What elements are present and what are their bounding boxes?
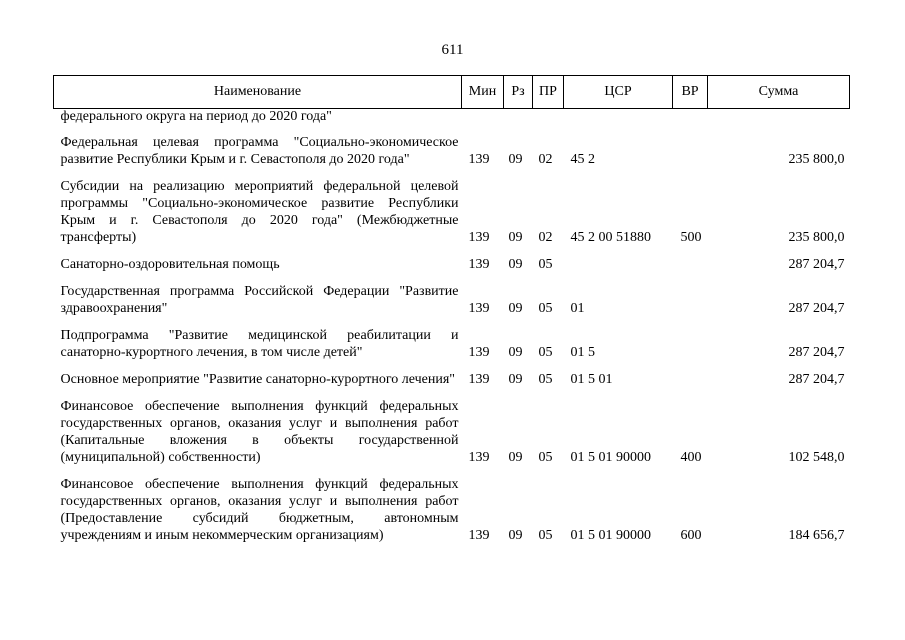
row-min: 139: [468, 152, 490, 167]
row-vr: 500: [680, 230, 702, 245]
row-name: Финансовое обеспечение выполнения функций федеральных государственных органов, оказания услуг и выполнения работ (Предоставление субсидий бюджетным, автономным учреждениям и иным некоммерческим организациям): [60, 477, 459, 543]
row-vr: [673, 327, 708, 361]
header-csr: ЦСР: [564, 76, 673, 109]
row-sum: 287 204,7: [788, 372, 845, 387]
row-pr: [533, 109, 564, 125]
row-min: 139: [468, 528, 490, 543]
row-min: [462, 109, 504, 125]
row-vr: [673, 371, 708, 388]
row-min: 139: [468, 450, 490, 465]
row-rz: 09: [508, 372, 523, 387]
row-min: 139: [468, 257, 490, 272]
row-name: Государственная программа Российской Федерации "Развитие здравоохранения": [60, 284, 459, 316]
row-sum: 235 800,0: [788, 152, 845, 167]
row-rz: 09: [508, 257, 523, 272]
row-spacer: [54, 124, 850, 134]
row-rz: 09: [508, 450, 523, 465]
row-rz: 09: [508, 345, 523, 360]
table-row: [54, 283, 850, 317]
row-name: Основное мероприятие "Развитие санаторно-курортного лечения": [60, 372, 455, 387]
header-name: Наименование: [54, 76, 462, 109]
row-pr: 05: [538, 345, 553, 360]
table-row: [54, 371, 850, 388]
row-min: 139: [468, 372, 490, 387]
table-row: [54, 327, 850, 361]
row-spacer: [54, 466, 850, 476]
row-sum: [708, 109, 850, 125]
row-spacer: [54, 168, 850, 178]
budget-table: [53, 75, 850, 544]
row-csr: 01 5: [570, 345, 595, 360]
row-pr: 02: [538, 230, 553, 245]
row-name: Федеральная целевая программа "Социально-экономическое развитие Республики Крым и г. Севастополя до 2020 года": [60, 135, 459, 167]
table-row: [54, 109, 850, 125]
row-min: 139: [468, 345, 490, 360]
row-pr: 05: [538, 372, 553, 387]
header-min: Мин: [462, 76, 504, 109]
row-name: федерального округа на период до 2020 года": [60, 109, 332, 124]
row-min: 139: [468, 230, 490, 245]
row-vr: [673, 283, 708, 317]
page-number: 611: [441, 42, 464, 58]
row-sum: 235 800,0: [788, 230, 845, 245]
header-sum: Сумма: [708, 76, 850, 109]
row-pr: 05: [538, 450, 553, 465]
row-spacer: [54, 361, 850, 371]
header-rz: Рз: [504, 76, 533, 109]
row-vr: 400: [680, 450, 702, 465]
row-csr: 01 5 01 90000: [570, 528, 651, 543]
row-rz: 09: [508, 230, 523, 245]
table-row: [54, 178, 850, 246]
row-rz: 09: [508, 528, 523, 543]
row-sum: 287 204,7: [788, 301, 845, 316]
table-row: [54, 476, 850, 544]
row-csr: 45 2: [570, 152, 595, 167]
table-header-row: [54, 76, 850, 109]
row-min: 139: [468, 301, 490, 316]
row-rz: 09: [508, 152, 523, 167]
row-name: Санаторно-оздоровительная помощь: [60, 257, 280, 272]
row-sum: 287 204,7: [788, 257, 845, 272]
row-sum: 102 548,0: [788, 450, 845, 465]
row-csr: 01: [570, 301, 585, 316]
row-csr: 45 2 00 51880: [570, 230, 651, 245]
row-vr: [673, 256, 708, 273]
row-spacer: [54, 317, 850, 327]
row-spacer: [54, 388, 850, 398]
row-csr: [564, 256, 673, 273]
table-row: [54, 398, 850, 466]
row-spacer: [54, 246, 850, 256]
row-rz: [504, 109, 533, 125]
row-spacer: [54, 273, 850, 283]
row-pr: 02: [538, 152, 553, 167]
row-pr: 05: [538, 301, 553, 316]
row-csr: [564, 109, 673, 125]
table-row: [54, 134, 850, 168]
row-vr: 600: [680, 528, 702, 543]
row-csr: 01 5 01 90000: [570, 450, 651, 465]
row-rz: 09: [508, 301, 523, 316]
row-name: Финансовое обеспечение выполнения функций федеральных государственных органов, оказания услуг и выполнения работ (Капитальные вложения в объекты государственной (муниципальной) собственности): [60, 399, 459, 465]
row-sum: 287 204,7: [788, 345, 845, 360]
header-vr: ВР: [673, 76, 708, 109]
table-row: [54, 256, 850, 273]
row-name: Субсидии на реализацию мероприятий федеральной целевой программы "Социально-экономическое развитие Республики Крым и г. Севастополя до 2020 года" (Межбюджетные трансферты): [60, 179, 459, 245]
row-sum: 184 656,7: [788, 528, 845, 543]
row-pr: 05: [538, 528, 553, 543]
header-pr: ПР: [533, 76, 564, 109]
row-pr: 05: [538, 257, 553, 272]
row-name: Подпрограмма "Развитие медицинской реабилитации и санаторно-курортного лечения, в том числе детей": [60, 328, 459, 360]
row-vr: [673, 109, 708, 125]
row-vr: [673, 134, 708, 168]
row-csr: 01 5 01: [570, 372, 613, 387]
